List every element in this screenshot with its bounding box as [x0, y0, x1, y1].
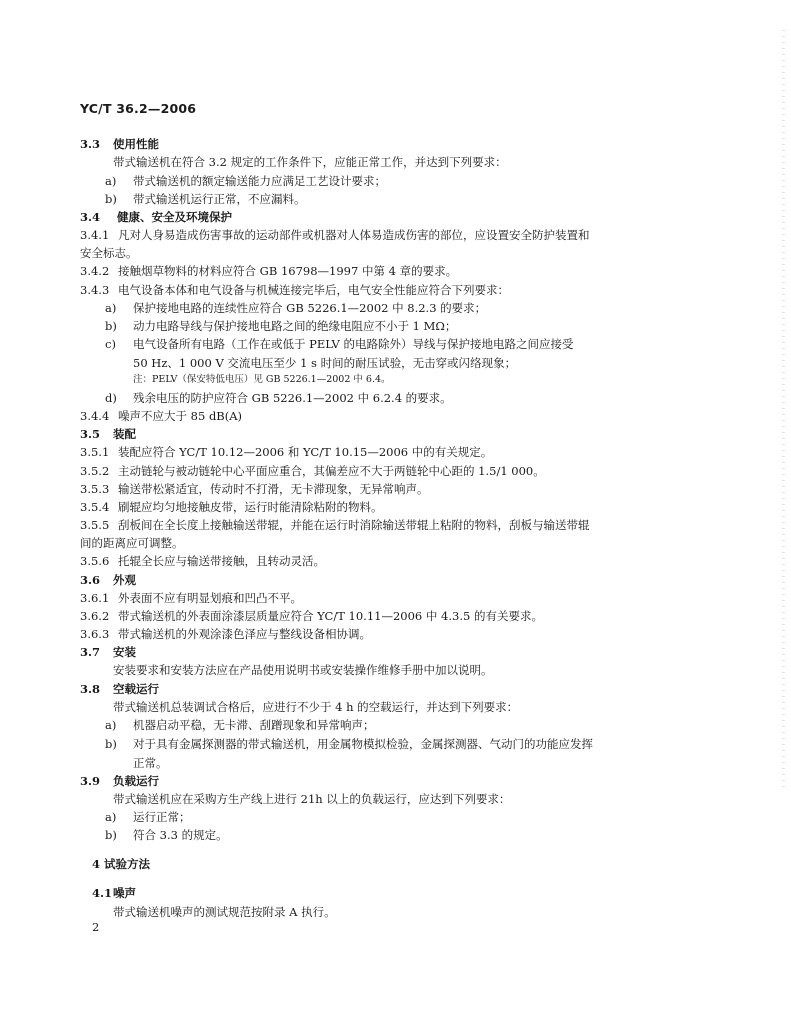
clause-number: 3.6.2	[80, 609, 110, 623]
section-heading: 使用性能	[113, 137, 159, 151]
clause-number: 3.5.3	[80, 482, 110, 496]
clause-number: b)	[105, 192, 117, 206]
clause-text: 凡对人身易造成伤害事故的运动部件或机器对人体易造成伤害的部位，应设置安全防护装置和	[118, 228, 590, 242]
clause-number: 3.5.2	[80, 464, 110, 478]
clause-text: 保护接地电路的连续性应符合 GB 5226.1—2002 中 8.2.3 的要求；	[133, 301, 487, 315]
clause-number: 3.7	[80, 645, 101, 659]
clause-text: 注：PELV（保安特低电压）见 GB 5226.1—2002 中 6.4。	[133, 374, 391, 385]
clause-text: 安装要求和安装方法应在产品使用说明书或安装操作维修手册中加以说明。	[113, 663, 493, 677]
clause-number: a)	[105, 718, 117, 732]
clause-number: a)	[105, 810, 117, 824]
section-heading: 噪声	[113, 886, 136, 900]
clause-text: 外表面不应有明显划痕和凹凸不平。	[118, 591, 302, 605]
clause-text: 装配应符合 YC/T 10.12—2006 和 YC/T 10.15—2006 中的有关规定。	[118, 445, 493, 459]
section-heading: 安装	[113, 645, 136, 659]
clause-number: 3.6	[80, 573, 101, 587]
clause-text: 电气设备所有电路（工作在或低于 PELV 的电路除外）导线与保护接地电路之间应接受	[133, 337, 574, 351]
clause-text: 符合 3.3 的规定。	[133, 828, 228, 842]
section-heading: 试验方法	[104, 857, 150, 871]
clause-text: 50 Hz、1 000 V 交流电压至少 1 s 时间的耐压试验，无击穿或闪络现象；	[133, 356, 517, 370]
clause-text: 输送带松紧适宜，传动时不打滑，无卡滞现象，无异常响声。	[118, 482, 429, 496]
clause-text: 带式输送机总装调试合格后，应进行不少于 4 h 的空载运行，并达到下列要求：	[113, 700, 519, 714]
section-heading: 装配	[113, 427, 136, 441]
clause-text: 安全标志。	[80, 246, 138, 260]
clause-number: 3.4.1	[80, 228, 110, 242]
clause-number: 3.5.5	[80, 518, 110, 532]
clause-number: 3.4.3	[80, 283, 110, 297]
clause-number: 3.4.2	[80, 264, 110, 278]
clause-number: b)	[105, 319, 117, 333]
clause-number: 3.5.1	[80, 445, 110, 459]
section-heading: 外观	[113, 573, 136, 587]
clause-number: c)	[105, 337, 116, 351]
clause-number: d)	[105, 391, 117, 405]
scan-edge-noise	[782, 30, 785, 790]
clause-number: 3.8	[80, 682, 101, 696]
clause-text: 电气设备本体和电气设备与机械连接完毕后，电气安全性能应符合下列要求：	[118, 283, 509, 297]
section-heading: 空载运行	[113, 682, 159, 696]
clause-number: 3.5	[80, 427, 101, 441]
clause-text: 主动链轮与被动链轮中心平面应重合，其偏差应不大于两链轮中心距的 1.5/1 000。	[118, 464, 545, 478]
clause-text: 带式输送机在符合 3.2 规定的工作条件下，应能正常工作，并达到下列要求：	[113, 155, 507, 169]
clause-text: 机器启动平稳，无卡滞、刮蹭现象和异常响声；	[133, 718, 375, 732]
clause-text: 间的距离应可调整。	[80, 536, 184, 550]
clause-number: 3.9	[80, 774, 101, 788]
clause-number: 3.5.4	[80, 500, 110, 514]
clause-text: 带式输送机运行正常，不应漏料。	[133, 192, 306, 206]
clause-text: 带式输送机的额定输送能力应满足工艺设计要求；	[133, 174, 386, 188]
section-heading: 负载运行	[113, 774, 159, 788]
clause-number: b)	[105, 737, 117, 751]
clause-number: b)	[105, 828, 117, 842]
clause-text: 带式输送机的外表面涂漆层质量应符合 YC/T 10.11—2006 中 4.3.5 的有关要求。	[118, 609, 543, 623]
clause-text: 接触烟草物料的材料应符合 GB 16798—1997 中第 4 章的要求。	[118, 264, 458, 278]
standard-header: YC/T 36.2—2006	[80, 101, 197, 116]
clause-number: a)	[105, 301, 117, 315]
clause-text: 残余电压的防护应符合 GB 5226.1—2002 中 6.2.4 的要求。	[133, 391, 452, 405]
clause-text: 带式输送机噪声的测试规范按附录 A 执行。	[113, 905, 336, 919]
clause-text: 正常。	[133, 756, 168, 770]
clause-number: 3.4	[80, 210, 101, 224]
clause-text: 对于具有金属探测器的带式输送机，用金属物模拟检验，金属探测器、气动门的功能应发挥	[133, 737, 593, 751]
page-number: 2	[92, 920, 100, 934]
clause-number: a)	[105, 174, 117, 188]
clause-text: 运行正常；	[133, 810, 191, 824]
clause-number: 4.1	[92, 886, 113, 900]
section-heading: 健康、安全及环境保护	[117, 210, 232, 224]
clause-number: 4	[92, 857, 101, 871]
clause-text: 带式输送机的外观涂漆色泽应与整线设备相协调。	[118, 627, 371, 641]
clause-text: 托辊全长应与输送带接触，且转动灵活。	[118, 554, 325, 568]
clause-number: 3.5.6	[80, 554, 110, 568]
clause-text: 动力电路导线与保护接地电路之间的绝缘电阻应不小于 1 MΩ；	[133, 319, 457, 333]
clause-number: 3.6.1	[80, 591, 110, 605]
clause-text: 刷辊应均匀地接触皮带，运行时能清除粘附的物料。	[118, 500, 383, 514]
clause-text: 带式输送机应在采购方生产线上进行 21h 以上的负载运行，应达到下列要求：	[113, 792, 511, 806]
clause-number: 3.6.3	[80, 627, 110, 641]
clause-text: 刮板间在全长度上接触输送带辊，并能在运行时消除输送带辊上粘附的物料，刮板与输送带辊	[118, 518, 590, 532]
clause-number: 3.4.4	[80, 409, 110, 423]
clause-number: 3.3	[80, 137, 101, 151]
clause-text: 噪声不应大于 85 dB(A)	[118, 409, 243, 423]
